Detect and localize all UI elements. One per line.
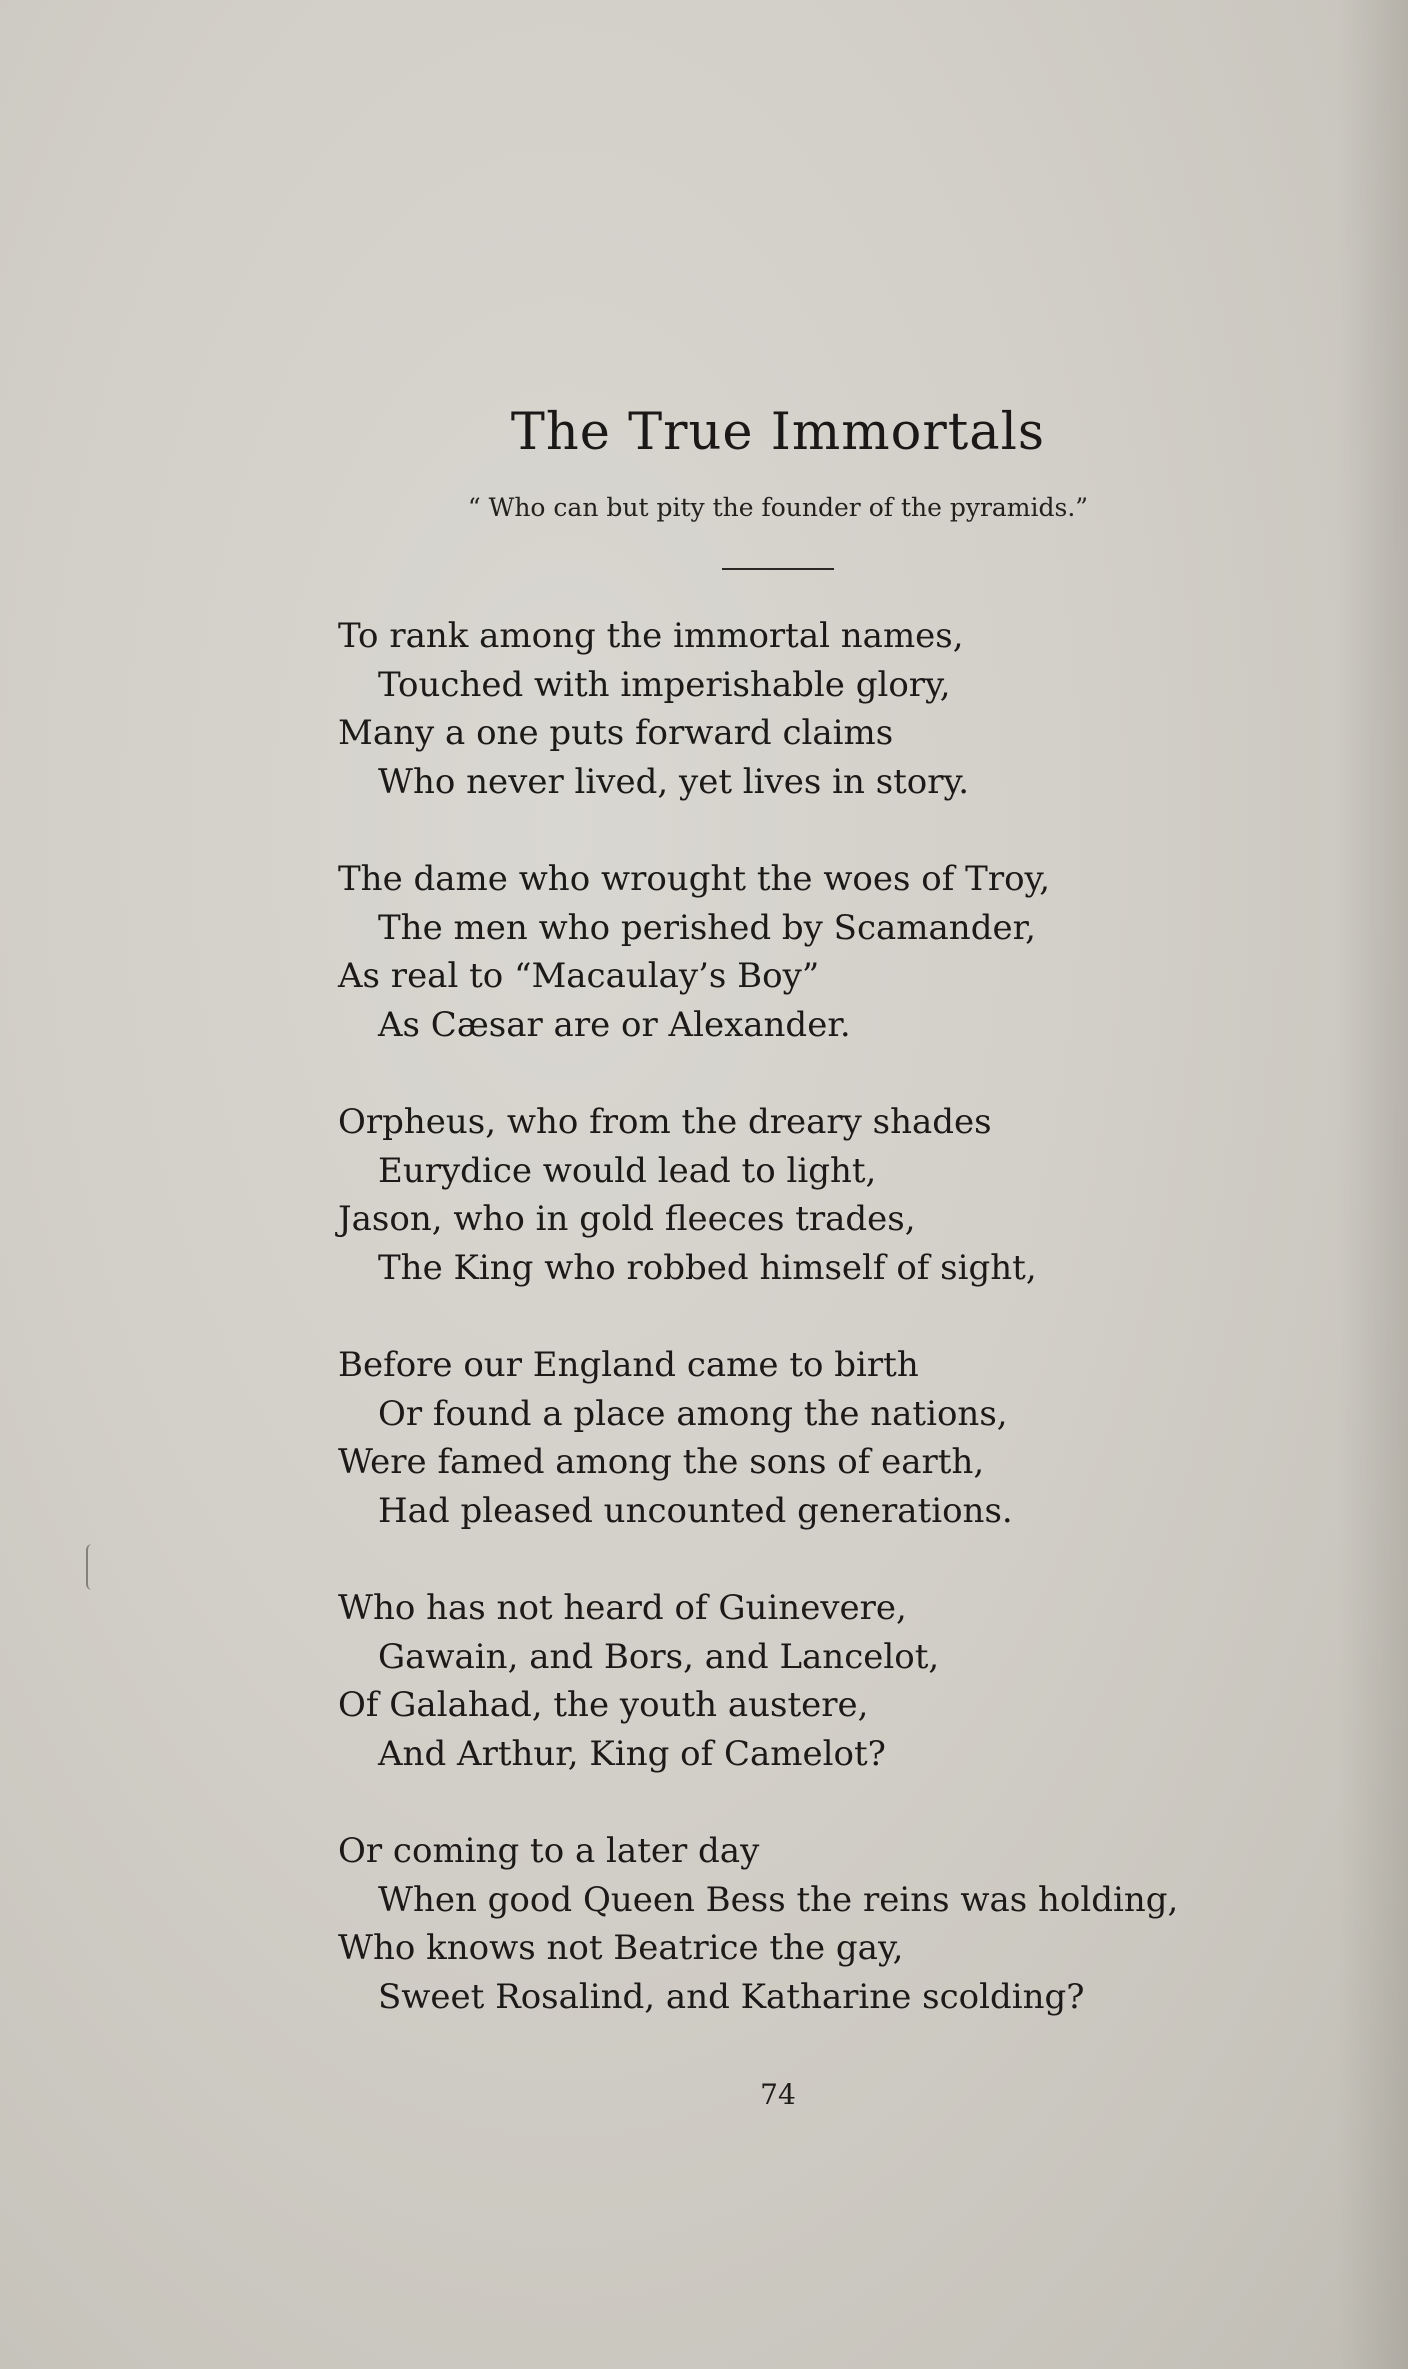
epigraph: “ Who can but pity the founder of the pyramids.” xyxy=(467,493,1089,522)
poem-line: The dame who wrought the woes of Troy, xyxy=(338,859,1051,899)
title-rule xyxy=(722,568,834,570)
poem-line: As real to “Macaulay’s Boy” xyxy=(338,956,820,996)
poem-line: To rank among the immortal names, xyxy=(338,616,964,656)
poem-body xyxy=(338,612,1358,2070)
poem-line: Who knows not Beatrice the gay, xyxy=(338,1928,904,1968)
stanza-5 xyxy=(338,1584,1358,1778)
poem-line: When good Queen Bess the reins was holding, xyxy=(378,1879,1179,1920)
poem-title: The True Immortals xyxy=(510,403,1046,462)
margin-mark xyxy=(86,1544,98,1590)
stanza-6 xyxy=(338,1827,1358,2021)
poem-line: Before our England came to birth xyxy=(338,1345,919,1385)
poem-line: Eurydice would lead to light, xyxy=(378,1150,877,1191)
poem-line: Orpheus, who from the dreary shades xyxy=(338,1102,992,1142)
poem-line: Or found a place among the nations, xyxy=(378,1393,1008,1434)
poem-line: Sweet Rosalind, and Katharine scolding? xyxy=(378,1976,1085,2017)
poem-line: Who never lived, yet lives in story. xyxy=(378,761,970,802)
poem-line: Touched with imperishable glory, xyxy=(378,664,951,705)
poem-line: The King who robbed himself of sight, xyxy=(378,1247,1037,1288)
poem-line: Of Galahad, the youth austere, xyxy=(338,1685,869,1725)
poem-line: Had pleased uncounted generations. xyxy=(378,1490,1013,1531)
poem-line: Many a one puts forward claims xyxy=(338,713,894,753)
stanza-3 xyxy=(338,1098,1358,1292)
stanza-4 xyxy=(338,1341,1358,1535)
poem-line: Gawain, and Bors, and Lancelot, xyxy=(378,1636,940,1677)
poem-line: As Cæsar are or Alexander. xyxy=(378,1004,851,1045)
poem-line: Jason, who in gold fleeces trades, xyxy=(338,1199,916,1239)
page-number: 74 xyxy=(760,2078,796,2111)
poem-line: The men who perished by Scamander, xyxy=(378,907,1036,948)
poem-line: And Arthur, King of Camelot? xyxy=(378,1733,886,1774)
poem-line: Were famed among the sons of earth, xyxy=(338,1442,985,1482)
stanza-2 xyxy=(338,855,1358,1049)
stanza-1 xyxy=(338,612,1358,806)
poem-line: Or coming to a later day xyxy=(338,1831,760,1871)
poem-line: Who has not heard of Guinevere, xyxy=(338,1588,907,1628)
